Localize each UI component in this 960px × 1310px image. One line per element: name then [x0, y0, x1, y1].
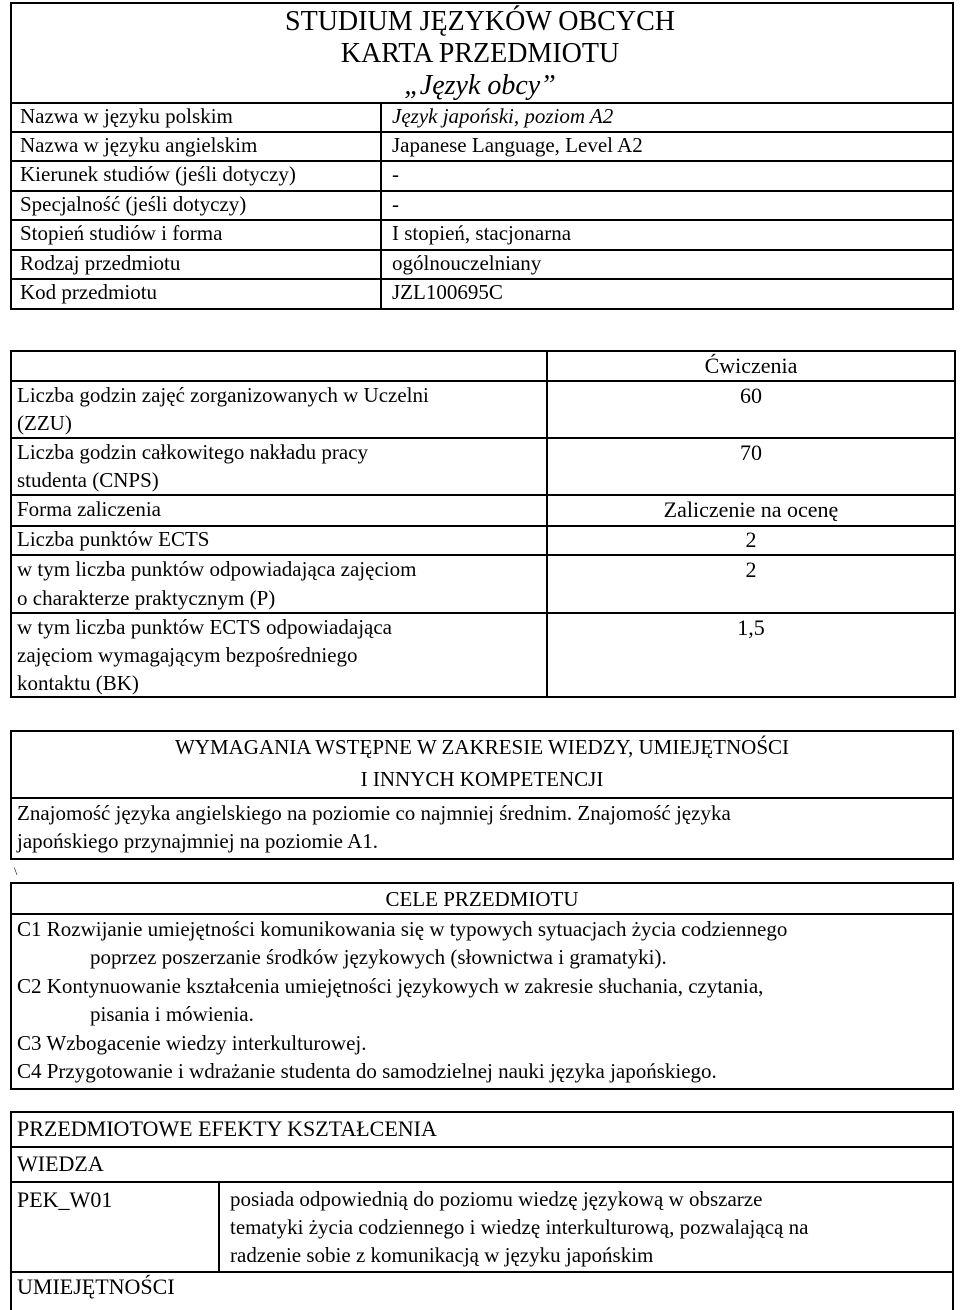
hours-border-top	[10, 350, 956, 352]
pek-description-2: tematyki życia codziennego i wiedzę interkulturową, pozwalającą na	[230, 1215, 809, 1239]
pek-code: PEK_W01	[17, 1187, 113, 1212]
outcomes-skills-heading: UMIEJĘTNOŚCI	[17, 1274, 175, 1299]
header-title-line1: STUDIUM JĘZYKÓW OBCYCH	[285, 6, 675, 37]
requirements-title-divider	[10, 797, 954, 799]
info-label-field: Kierunek studiów (jeśli dotyczy)	[20, 162, 296, 186]
forma-label: Forma zaliczenia	[17, 497, 162, 521]
zzu-label: Liczba godzin zajęć zorganizowanych w Uczelni	[17, 383, 429, 407]
outcomes-divider	[10, 1271, 954, 1273]
practical-ects-value: 2	[745, 557, 757, 582]
info-value-code: JZL100695C	[392, 280, 503, 304]
forma-value: Zaliczenie na ocenę	[663, 497, 839, 522]
goal-c1-cont: poprzez poszerzanie środków językowych (słownictwa i gramatyki).	[90, 945, 667, 969]
goals-title-divider	[10, 913, 954, 915]
outcomes-border-top	[10, 1111, 954, 1113]
practical-ects-label-2: o charakterze praktycznym (P)	[17, 586, 276, 610]
goal-c2: C2 Kontynuowanie kształcenia umiejętności językowych w zakresie słuchania, czytania,	[17, 974, 764, 998]
goals-title: CELE PRZEDMIOTU	[385, 887, 579, 911]
bk-ects-label-2: zajęciom wymagającym bezpośredniego	[17, 643, 358, 667]
header-border-right	[952, 2, 954, 310]
hours-border-right	[954, 350, 956, 698]
info-label-type: Rodzaj przedmiotu	[20, 251, 181, 275]
hours-row-divider	[10, 380, 956, 382]
goal-c1: C1 Rozwijanie umiejętności komunikowania się w typowych sytuacjach życia codziennego	[17, 917, 788, 941]
info-label-code: Kod przedmiotu	[20, 280, 158, 304]
goals-border-bottom	[10, 1088, 954, 1090]
requirements-border-top	[10, 730, 954, 732]
info-label-name-pl: Nazwa w języku polskim	[20, 104, 233, 128]
cnps-label-abbr: studenta (CNPS)	[17, 468, 159, 492]
outcomes-border-right	[952, 1111, 954, 1310]
stray-mark: \	[14, 864, 18, 878]
header-border-top	[10, 2, 954, 4]
outcomes-divider	[10, 1146, 954, 1148]
pek-description: posiada odpowiednią do poziomu wiedzę językową w obszarze	[230, 1187, 763, 1211]
zzu-label-abbr: (ZZU)	[17, 411, 72, 435]
header-title-subject: „Język obcy”	[404, 70, 556, 101]
info-value-name-en: Japanese Language, Level A2	[392, 133, 643, 157]
info-value-field: -	[392, 162, 399, 186]
info-label-degree: Stopień studiów i forma	[20, 221, 223, 245]
header-border-bottom	[10, 308, 954, 310]
practical-ects-label: w tym liczba punktów odpowiadająca zajęciom	[17, 557, 417, 581]
hours-col-header: Ćwiczenia	[704, 353, 798, 378]
info-value-degree: I stopień, stacjonarna	[392, 221, 572, 245]
requirements-border-bottom	[10, 858, 954, 860]
requirements-text: Znajomość języka angielskiego na poziomie co najmniej średnim. Znajomość języka	[17, 801, 731, 825]
goal-c2-cont: pisania i mówienia.	[90, 1002, 254, 1026]
ects-value: 2	[745, 527, 757, 552]
requirements-title-2: I INNYCH KOMPETENCJI	[360, 767, 604, 791]
hours-border-left	[10, 350, 12, 698]
hours-row-divider	[10, 494, 956, 496]
hours-row-divider	[10, 437, 956, 439]
hours-row-divider	[10, 612, 956, 614]
ects-label: Liczba punktów ECTS	[17, 527, 210, 551]
header-title-line2: KARTA PRZEDMIOTU	[340, 38, 620, 69]
zzu-value: 60	[740, 383, 762, 408]
hours-border-bottom	[10, 696, 956, 698]
outcomes-title: PRZEDMIOTOWE EFEKTY KSZTAŁCENIA	[17, 1116, 437, 1141]
header-column-divider	[380, 102, 382, 310]
info-value-specialty: -	[392, 192, 399, 216]
goals-border-top	[10, 882, 954, 884]
cnps-value: 70	[740, 440, 762, 465]
goal-c4: C4 Przygotowanie i wdrażanie studenta do samodzielnej nauki języka japońskiego.	[17, 1059, 717, 1083]
requirements-text-2: japońskiego przynajmniej na poziomie A1.	[17, 829, 378, 853]
info-label-specialty: Specjalność (jeśli dotyczy)	[20, 192, 247, 216]
bk-ects-value: 1,5	[737, 615, 765, 640]
pek-description-3: radzenie sobie z komunikacją w języku japońskim	[230, 1243, 654, 1267]
cnps-label: Liczba godzin całkowitego nakładu pracy	[17, 440, 369, 464]
requirements-title: WYMAGANIA WSTĘPNE W ZAKRESIE WIEDZY, UMIEJĘTNOŚCI	[174, 735, 790, 759]
goal-c3: C3 Wzbogacenie wiedzy interkulturowej.	[17, 1031, 367, 1055]
info-value-name-pl: Język japoński, poziom A2	[392, 104, 614, 128]
outcomes-knowledge-heading: WIEDZA	[17, 1151, 104, 1176]
info-label-name-en: Nazwa w języku angielskim	[20, 133, 258, 157]
info-value-type: ogólnouczelniany	[392, 251, 542, 275]
hours-row-divider	[10, 554, 956, 556]
bk-ects-label: w tym liczba punktów ECTS odpowiadająca	[17, 615, 392, 639]
outcomes-column-divider	[218, 1181, 220, 1273]
outcomes-border-left	[10, 1111, 12, 1310]
outcomes-divider	[10, 1181, 954, 1183]
bk-ects-label-3: kontaktu (BK)	[17, 671, 139, 695]
